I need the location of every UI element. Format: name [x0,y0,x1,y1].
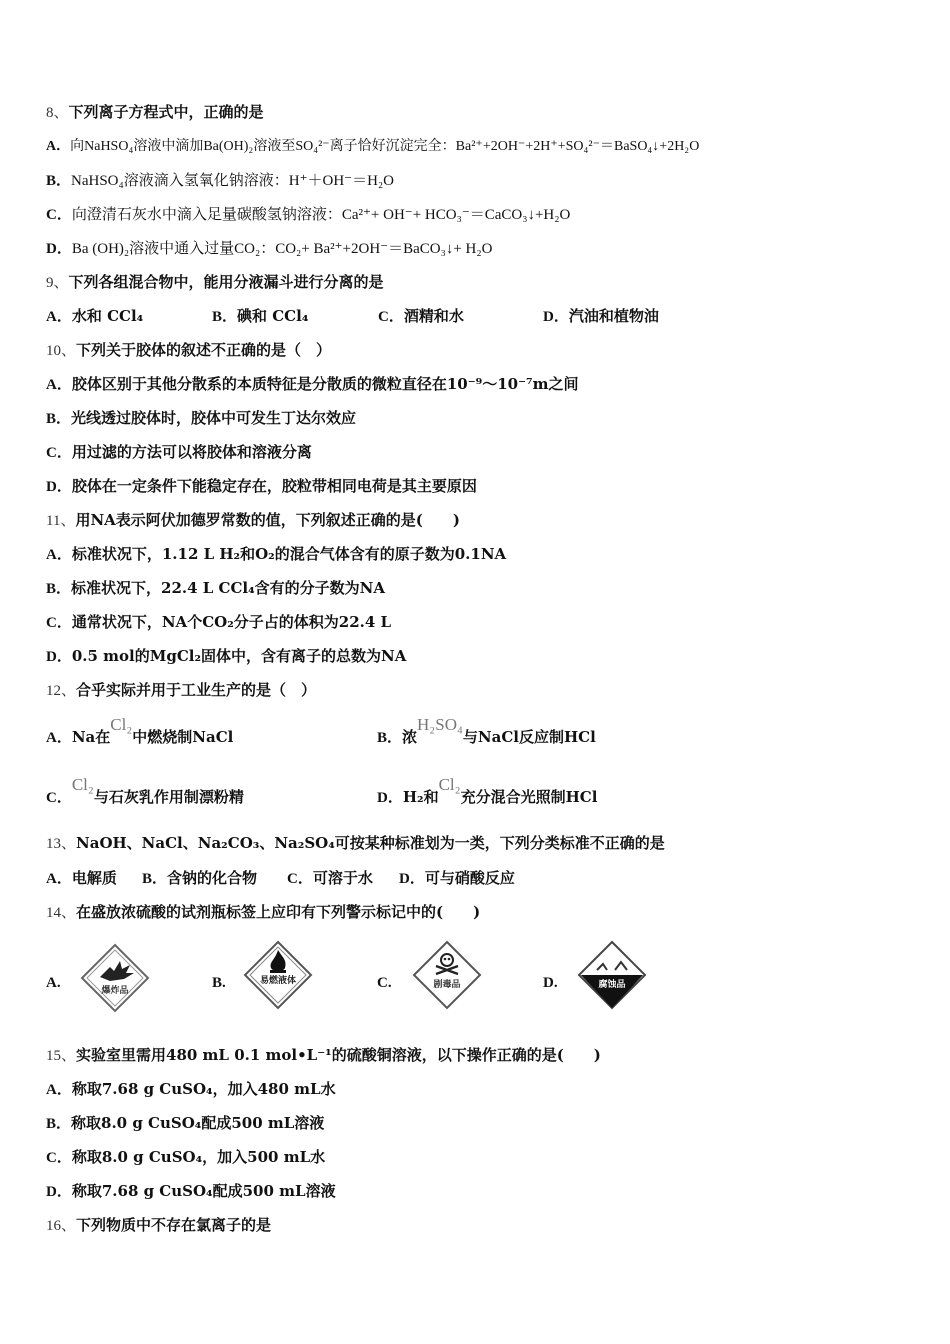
question-9-option-d [543,306,659,327]
option-label: A． [46,730,72,746]
option-text: 向NaHSO₄溶液中滴加Ba(OH)₂溶液至SO₄²⁻离子恰好沉淀完全：Ba²⁺+2OH⁻+2H⁺+SO₄²⁻＝BaSO₄↓+2H₂O [70,139,700,154]
option-label: C． [46,445,72,461]
question-10-option-d [46,476,477,497]
question-number: 9、 [46,275,69,291]
svg-text:爆炸品: 爆炸品 [101,986,129,996]
option-label: A． [46,139,71,154]
question-8-option-d [46,238,492,259]
option-label: C． [378,309,404,325]
question-11-stem [46,510,460,531]
option-text: 可溶于水 [312,869,373,887]
question-12-option-d [377,775,598,808]
option-label: D． [399,871,425,887]
toxic-hazard-icon [412,940,482,1010]
question-13-option-d [399,868,515,889]
question-9-option-c [378,306,464,327]
question-8-option-b [46,170,394,191]
option-text-pre: H₂和 [402,788,439,806]
option-text: Ba (OH)₂溶液中通入过量CO₂：CO₂+ Ba²⁺+2OH⁻＝BaCO₃↓+ H₂O [71,241,493,257]
option-text: 光线透过胶体时，胶体中可发生丁达尔效应 [71,409,357,427]
question-9-stem [46,272,384,293]
question-15-option-b [46,1113,324,1134]
question-11-option-b [46,578,385,599]
question-14-stem [46,902,480,923]
question-8-option-a [46,136,699,157]
question-15-option-d [46,1181,336,1202]
question-14-option-a-label: A. [46,975,61,991]
option-text: 电解质 [71,869,117,887]
question-12-option-c [46,775,244,808]
question-13-option-a [46,868,117,889]
question-10-option-b [46,408,356,429]
option-label: D． [46,241,72,257]
option-label: A． [46,309,72,325]
option-text: 酒精和水 [403,307,464,325]
option-label: B． [46,581,72,597]
option-text: 胶体区别于其他分散系的本质特征是分散质的微粒直径在10⁻⁹～10⁻⁷m之间 [71,375,579,393]
question-11-option-c [46,612,391,633]
question-number: 10、 [46,343,77,359]
option-text: 通常状况下，NA个CO₂分子占的体积为22.4 L [71,613,392,631]
question-text: 用NA表示阿伏加德罗常数的值，下列叙述正确的是( ) [75,511,460,529]
option-label: D． [46,479,72,495]
option-text: 标准状况下，22.4 L CCl₄含有的分子数为NA [71,579,386,597]
question-9-option-b [212,306,308,327]
option-label: A． [46,1082,72,1098]
question-13-stem [46,833,665,854]
option-text: 含钠的化合物 [167,869,258,887]
option-label: C． [46,1150,72,1166]
svg-text:易燃液体: 易燃液体 [259,976,297,986]
question-text: 下列关于胶体的叙述不正确的是（ ） [76,341,332,359]
option-label: B． [46,173,72,189]
option-label: A． [46,871,72,887]
option-label: D． [543,309,569,325]
option-label: C． [287,871,313,887]
option-text-post: 充分混合光照制HCl [460,788,598,806]
option-label: B． [46,411,72,427]
question-text: 在盛放浓硫酸的试剂瓶标签上应印有下列警示标记中的( ) [76,903,481,921]
option-label: B． [46,1116,72,1132]
option-label: C． [46,790,72,806]
option-text: NaHSO₄溶液滴入氢氧化钠溶液：H⁺＋OH⁻＝H₂O [71,173,394,189]
question-number: 15、 [46,1048,77,1064]
question-10-option-c [46,442,312,463]
option-text: 称取7.68 g CuSO₄，加入480 mL水 [71,1080,336,1098]
option-text: 称取7.68 g CuSO₄配成500 mL溶液 [71,1182,336,1200]
question-12-option-b [377,715,596,748]
question-16-stem [46,1215,271,1236]
option-label: B． [212,309,238,325]
option-text: 向澄清石灰水中滴入足量碳酸氢钠溶液：Ca²⁺+ OH⁻+ HCO₃⁻＝CaCO₃↓+H₂O [71,207,571,223]
option-text: 胶体在一定条件下能稳定存在，胶粒带相同电荷是其主要原因 [71,477,477,495]
option-label: A． [46,547,72,563]
question-11-option-d [46,646,406,667]
formula-image: Cl₂ [438,775,461,794]
question-text: NaOH、NaCl、Na₂CO₃、Na₂SO₄可按某种标准划为一类，下列分类标准不正确的是 [76,834,665,852]
svg-text:腐蚀品: 腐蚀品 [598,980,626,990]
question-text: 合乎实际并用于工业生产的是（ ） [76,681,317,699]
option-label: A． [46,377,72,393]
option-text-pre: 浓 [402,728,418,746]
option-text-post: 中燃烧制NaCl [132,728,234,746]
question-number: 13、 [46,836,77,852]
question-10-option-a [46,374,578,395]
question-number: 12、 [46,683,77,699]
option-label: D． [46,649,72,665]
question-14-option-d-label: D. [543,975,558,991]
question-12-stem [46,680,316,701]
question-15-option-c [46,1147,325,1168]
option-label: D． [377,790,403,806]
question-text: 下列离子方程式中，正确的是 [68,103,264,121]
question-8-option-c [46,204,570,225]
option-text: 水和 CCl₄ [71,307,144,325]
explosive-hazard-icon [80,943,150,1013]
option-label: D． [46,1184,72,1200]
option-text-pre: Na在 [71,728,111,746]
question-8-stem [46,102,264,123]
question-14-option-b-label: B. [212,975,226,991]
question-15-option-a [46,1079,336,1100]
option-text: 可与硝酸反应 [424,869,515,887]
option-label: C． [46,615,72,631]
question-14-option-c-label: C. [377,975,392,991]
question-text: 下列各组混合物中，能用分液漏斗进行分离的是 [68,273,384,291]
option-text: 0.5 mol的MgCl₂固体中，含有离子的总数为NA [71,647,407,665]
option-text: 称取8.0 g CuSO₄配成500 mL溶液 [71,1114,325,1132]
question-number: 8、 [46,105,69,121]
corrosive-hazard-icon [577,940,647,1010]
option-text-post: 与石灰乳作用制漂粉精 [93,788,244,806]
option-text: 用过滤的方法可以将胶体和溶液分离 [71,443,312,461]
option-text: 汽油和植物油 [568,307,659,325]
question-15-stem [46,1045,601,1066]
question-11-option-a [46,544,506,565]
option-label: C． [46,207,72,223]
formula-image: Cl₂ [110,715,133,734]
option-text: 称取8.0 g CuSO₄，加入500 mL水 [71,1148,326,1166]
option-label: B． [377,730,403,746]
formula-image: H₂SO₄ [417,715,463,734]
question-number: 16、 [46,1218,77,1234]
question-number: 11、 [46,513,76,529]
question-12-option-a [46,715,234,748]
option-label: B． [142,871,168,887]
question-text: 实验室里需用480 mL 0.1 mol•L⁻¹的硫酸铜溶液，以下操作正确的是( ) [76,1046,601,1064]
flammable-liquid-hazard-icon [243,940,313,1010]
option-text: 标准状况下，1.12 L H₂和O₂的混合气体含有的原子数为0.1NA [71,545,507,563]
option-text: 碘和 CCl₄ [237,307,309,325]
question-text: 下列物质中不存在氯离子的是 [76,1216,272,1234]
svg-text:剧毒品: 剧毒品 [433,980,461,990]
question-9-option-a [46,306,143,327]
question-number: 14、 [46,905,77,921]
question-10-stem [46,340,331,361]
question-13-option-c [287,868,373,889]
question-13-option-b [142,868,257,889]
option-text-post: 与NaCl反应制HCl [462,728,596,746]
formula-image: Cl₂ [71,775,94,794]
